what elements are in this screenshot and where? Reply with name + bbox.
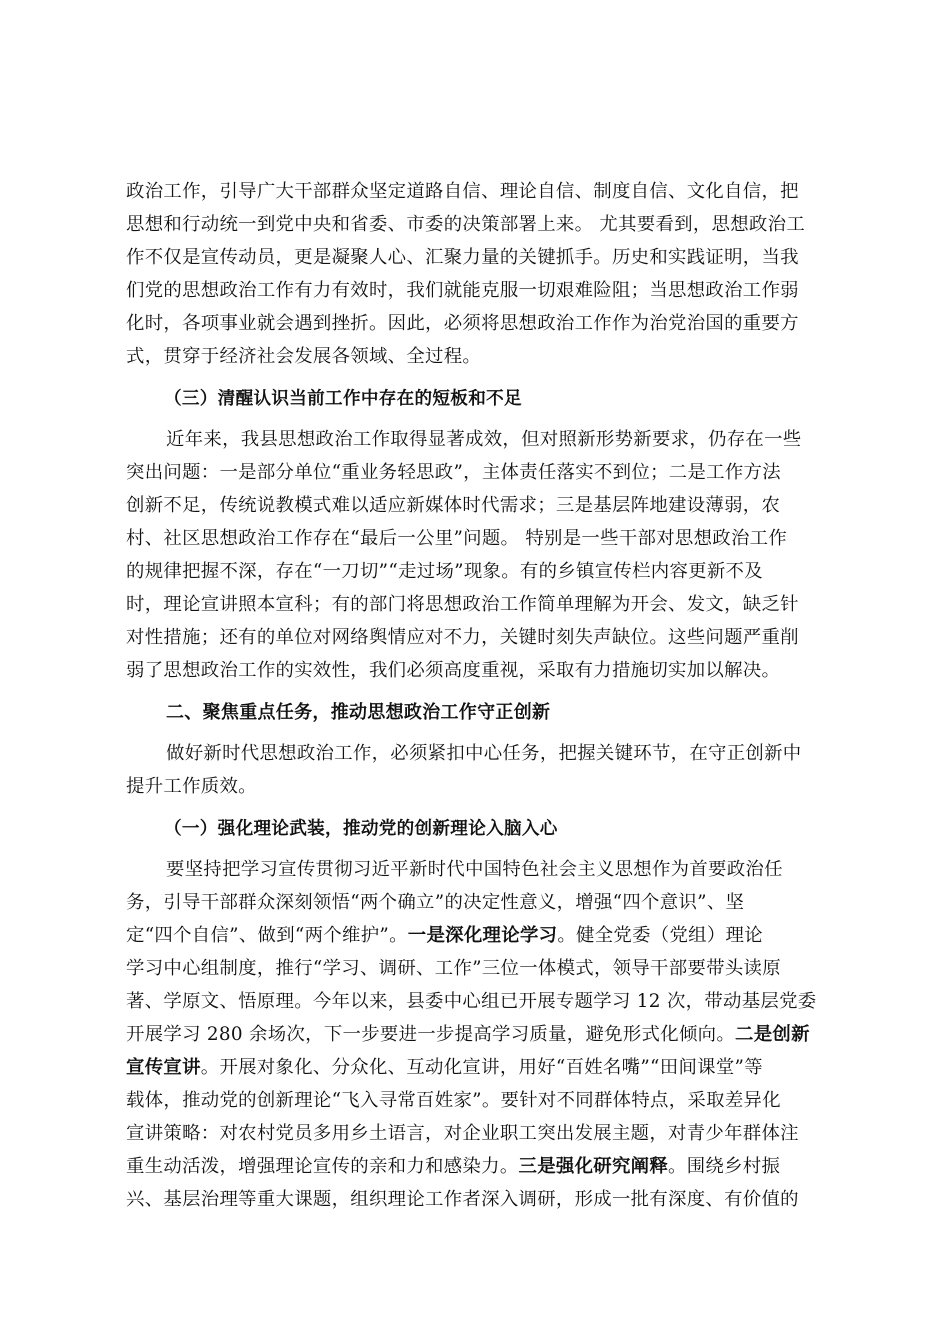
text-line: 村、社区思想政治工作存在“最后一公里”问题。 特别是一些干部对思想政治工作 bbox=[126, 528, 788, 549]
text-line: 化时，各项事业就会遇到挫折。因此，必须将思想政治工作作为治党治国的重要方 bbox=[126, 313, 799, 334]
heading-text: 二、聚焦重点任务，推动思想政治工作守正创新 bbox=[166, 702, 551, 723]
text-run: 务，引导干部群众深刻领悟“两个确立”的决定性意义，增强“四个意识”、坚 bbox=[126, 892, 745, 913]
text-run: 。健全党委（党组）理论 bbox=[557, 925, 763, 946]
text-run: 。围绕乡村振 bbox=[668, 1156, 781, 1177]
text-run: 要坚持把学习宣传贯彻习近平新时代中国特色社会主义思想作为首要政治任 bbox=[166, 859, 783, 880]
text-run: 载体，推动党的创新理论“飞入寻常百姓家”。要针对不同群体特点，采取差异化 bbox=[126, 1090, 781, 1111]
text-line: 提升工作质效。 bbox=[126, 776, 257, 797]
text-run: 。开展对象化、分众化、互动化宣讲，用好“百姓名嘴”“田间课堂”等 bbox=[200, 1057, 763, 1078]
text-line: 做好新时代思想政治工作，必须紧扣中心任务，把握关键环节，在守正创新中 bbox=[166, 743, 802, 764]
text-line: 对性措施；还有的单位对网络舆情应对不力，关键时刻失声缺位。这些问题严重削 bbox=[126, 627, 799, 648]
body-paragraph bbox=[126, 853, 826, 1216]
heading-text: （一）强化理论武装，推动党的创新理论入脑入心 bbox=[164, 818, 558, 839]
text-line: 的规律把握不深，存在“一刀切”“走过场”现象。有的乡镇宣传栏内容更新不及 bbox=[126, 561, 763, 582]
text-line: 创新不足，传统说教模式难以适应新媒体时代需求；三是基层阵地建设薄弱，农 bbox=[126, 495, 781, 516]
text-line bbox=[126, 886, 826, 919]
text-line: 们党的思想政治工作有力有效时，我们就能克服一切艰难险阻；当思想政治工作弱 bbox=[126, 280, 799, 301]
text-line: 式，贯穿于经济社会发展各领域、全过程。 bbox=[126, 346, 482, 367]
bold-run: 宣传宣讲 bbox=[126, 1057, 201, 1078]
subsection-heading bbox=[126, 812, 826, 845]
text-line bbox=[126, 1084, 826, 1117]
document-page bbox=[126, 175, 826, 1216]
text-line bbox=[126, 1051, 826, 1084]
subsection-heading bbox=[126, 382, 826, 415]
body-paragraph bbox=[126, 737, 826, 803]
text-run: 重生动活泼，增强理论宣传的亲和力和感染力。 bbox=[126, 1156, 519, 1177]
text-line: 突出问题：一是部分单位“重业务轻思政”，主体责任落实不到位；二是工作方法 bbox=[126, 462, 781, 483]
text-line: 时，理论宣讲照本宣科；有的部门将思想政治工作简单理解为开会、发文，缺乏针 bbox=[126, 594, 799, 615]
heading-text: （三）清醒认识当前工作中存在的短板和不足 bbox=[164, 388, 522, 409]
bold-run: 一是深化理论学习 bbox=[407, 925, 558, 946]
text-run: 兴、基层治理等重大课题，组织理论工作者深入调研，形成一批有深度、有价值的 bbox=[126, 1189, 799, 1210]
text-line bbox=[126, 985, 826, 1018]
text-line bbox=[126, 1018, 826, 1051]
text-line bbox=[126, 952, 826, 985]
text-run: 著、学原文、悟原理。今年以来，县委中心组已开展专题学习 12 次，带动基层党委 bbox=[126, 991, 817, 1012]
section-heading bbox=[126, 696, 826, 729]
body-paragraph bbox=[126, 423, 826, 687]
bold-run: 二是创新 bbox=[735, 1024, 810, 1045]
text-line: 弱了思想政治工作的实效性，我们必须高度重视，采取有力措施切实加以解决。 bbox=[126, 660, 781, 681]
text-line: 政治工作，引导广大干部群众坚定道路自信、理论自信、制度自信、文化自信，把 bbox=[126, 181, 799, 202]
text-line bbox=[126, 1183, 826, 1216]
text-line bbox=[126, 919, 826, 952]
bold-run: 三是强化研究阐释 bbox=[518, 1156, 669, 1177]
text-run: 学习中心组制度，推行“学习、调研、工作”三位一体模式，领导干部要带头读原 bbox=[126, 958, 781, 979]
text-run: 开展学习 280 余场次，下一步要进一步提高学习质量，避免形式化倾向。 bbox=[126, 1024, 736, 1045]
text-line: 作不仅是宣传动员，更是凝聚人心、汇聚力量的关键抓手。历史和实践证明，当我 bbox=[126, 247, 799, 268]
text-run: 定“四个自信”、做到“两个维护”。 bbox=[126, 925, 408, 946]
body-paragraph bbox=[126, 175, 826, 373]
text-line bbox=[126, 853, 826, 886]
text-line bbox=[126, 1117, 826, 1150]
text-line: 近年来，我县思想政治工作取得显著成效，但对照新形势新要求，仍存在一些 bbox=[166, 429, 802, 450]
text-run: 宣讲策略：对农村党员多用乡土语言，对企业职工突出发展主题，对青少年群体注 bbox=[126, 1123, 799, 1144]
text-line: 思想和行动统一到党中央和省委、市委的决策部署上来。 尤其要看到，思想政治工 bbox=[126, 214, 806, 235]
text-line bbox=[126, 1150, 826, 1183]
